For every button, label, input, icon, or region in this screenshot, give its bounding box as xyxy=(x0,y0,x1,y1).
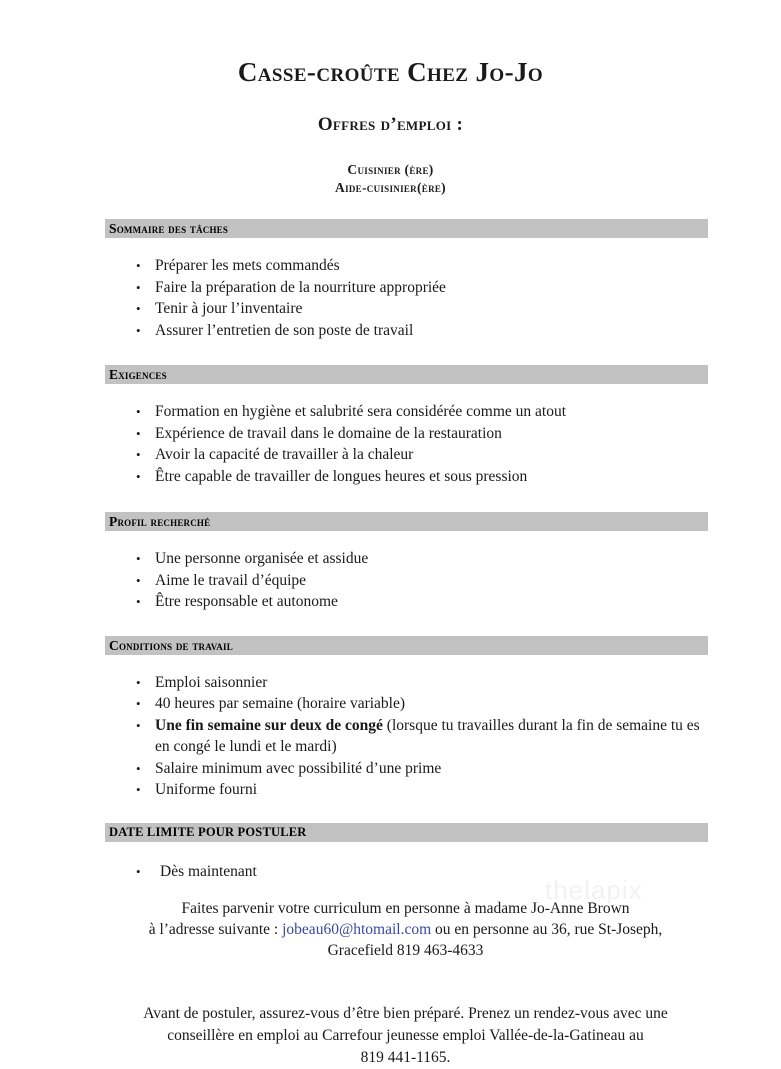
closing-line-2: conseillère en emploi au Carrefour jeunesse emploi Vallée-de-la-Gatineau au xyxy=(167,1027,644,1045)
list-item: • Formation en hygiène et salubrité sera considérée comme un atout xyxy=(0,401,781,423)
section-date-limite-pour-postuler xyxy=(0,823,781,883)
bullet-list-date-limite xyxy=(0,861,781,883)
list-item: • Expérience de travail dans le domaine de la restauration xyxy=(0,423,781,445)
section-conditions-de-travail xyxy=(0,636,781,801)
contact-line-2 xyxy=(105,919,706,940)
list-item: • Aime le travail d’équipe xyxy=(0,570,781,592)
bullet-list-profil-recherche xyxy=(0,548,781,613)
email-link[interactable]: jobeau60@htomail.com xyxy=(282,921,432,939)
closing-block xyxy=(0,1003,781,1069)
list-item: • Faire la préparation de la nourriture appropriée xyxy=(0,277,781,299)
list-item: • Être responsable et autonome xyxy=(0,591,781,613)
document-subtitle: Offres d’emploi : xyxy=(317,113,464,135)
contact-line-1: Faites parvenir votre curriculum en personne à madame Jo-Anne Brown xyxy=(181,900,630,918)
watermark: thelapix xyxy=(545,875,643,905)
closing-line-1: Avant de postuler, assurez-vous d’être bien préparé. Prenez un rendez-vous avec une xyxy=(143,1005,668,1023)
section-header-profil-recherche: Profil recherché xyxy=(105,512,708,531)
list-item-rest: (lorsque tu travailles durant la fin de semaine tu es en congé le lundi et le mardi) xyxy=(155,716,700,756)
list-item: • Uniforme fourni xyxy=(0,779,781,801)
contact-line-3: Gracefield 819 463-4633 xyxy=(327,942,484,960)
job-title-line: Cuisinier (ère) xyxy=(347,161,434,177)
list-item: • Une personne organisée et assidue xyxy=(0,548,781,570)
list-item: • Avoir la capacité de travailler à la chaleur xyxy=(0,444,781,466)
list-item: • 40 heures par semaine (horaire variable) xyxy=(0,693,781,715)
bullet-list-exigences xyxy=(0,401,781,487)
list-item: • Emploi saisonnier xyxy=(0,672,781,694)
list-item: • Salaire minimum avec possibilité d’une prime xyxy=(0,758,781,780)
section-header-date-limite-pour-postuler: DATE LIMITE POUR POSTULER xyxy=(105,823,708,842)
job-titles-block xyxy=(0,136,781,197)
section-exigences xyxy=(0,365,781,487)
section-profil-recherche xyxy=(0,512,781,613)
list-item-bold-lead: Une fin semaine sur deux de congé xyxy=(155,716,383,734)
contact-address-suffix: ou en personne au 36, rue St-Joseph, xyxy=(431,921,663,939)
bullet-list-sommaire-des-taches xyxy=(0,255,781,341)
list-item: • Assurer l’entretien de son poste de travail xyxy=(0,320,781,342)
closing-line-3: 819 441-1165. xyxy=(360,1049,451,1067)
job-title-line: Aide-cuisinier(ère) xyxy=(335,179,446,195)
list-item: • Tenir à jour l’inventaire xyxy=(0,298,781,320)
section-header-exigences: Exigences xyxy=(105,365,708,384)
bullet-list-conditions-de-travail xyxy=(0,672,781,801)
section-sommaire-des-taches xyxy=(0,219,781,341)
section-header-sommaire-des-taches: Sommaire des tâches xyxy=(105,219,708,238)
document-title: Casse-croûte Chez Jo-Jo xyxy=(237,57,544,87)
contact-address-prefix: à l’adresse suivante : xyxy=(148,921,283,939)
contact-block xyxy=(0,898,781,961)
section-header-conditions-de-travail: Conditions de travail xyxy=(105,636,708,655)
list-item: • Être capable de travailler de longues heures et sous pression xyxy=(0,466,781,488)
list-item: • Dès maintenant xyxy=(0,861,781,883)
list-item-conge xyxy=(0,715,781,758)
list-item: • Préparer les mets commandés xyxy=(0,255,781,277)
